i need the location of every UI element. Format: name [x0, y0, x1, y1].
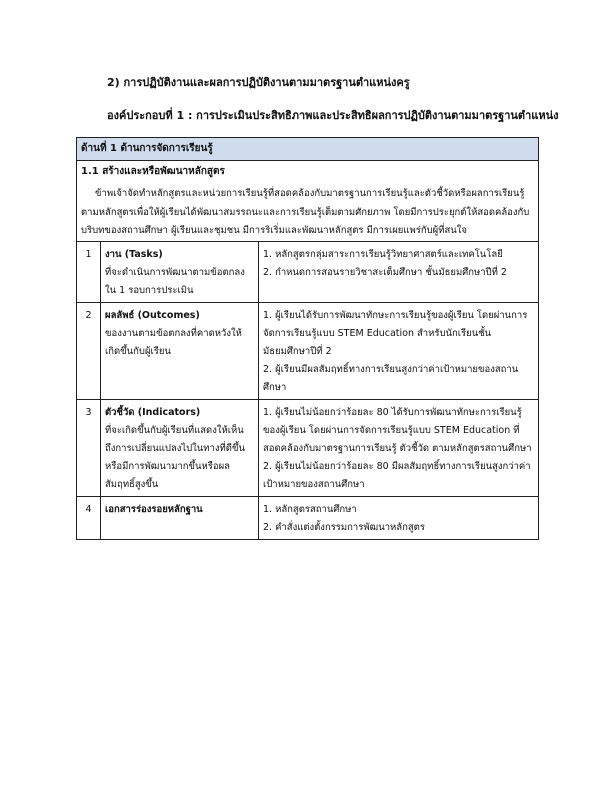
row-title: ตัวชี้วัด (Indicators)	[105, 406, 201, 418]
row-content	[259, 496, 539, 539]
row-number: 2	[77, 302, 101, 399]
table-row	[77, 302, 539, 399]
row-label	[101, 241, 259, 302]
row-description: ที่จะดำเนินการพัฒนาตามข้อตกลงใน 1 รอบการประเมิน	[105, 266, 245, 296]
table-row	[77, 241, 539, 302]
row-content	[259, 302, 539, 399]
row-item: 1. หลักสูตรสถานศึกษา	[263, 503, 357, 515]
row-item: 2. กำหนดการสอนรายวิชาสะเต็มศึกษา ชั้นมัธยมศึกษาปีที่ 2	[263, 266, 507, 278]
row-label	[101, 399, 259, 496]
section-title: ด้านที่ 1 ด้านการจัดการเรียนรู้	[77, 138, 539, 161]
row-item: 2. ผู้เรียนไม่น้อยกว่าร้อยละ 80 มีผลสัมฤทธิ์ทางการเรียนสูงกว่าค่าเป้าหมายของสถานศึกษา	[263, 460, 531, 490]
assessment-table	[76, 137, 539, 540]
row-item: 2. ผู้เรียนมีผลสัมฤทธิ์ทางการเรียนสูงกว่าค่าเป้าหมายของสถานศึกษา	[263, 363, 519, 393]
row-description: ของงานตามข้อตกลงที่คาดหวังให้เกิดขึ้นกับผู้เรียน	[105, 327, 242, 357]
row-label	[101, 302, 259, 399]
row-label	[101, 496, 259, 539]
table-row	[77, 496, 539, 539]
row-title: งาน (Tasks)	[105, 248, 163, 260]
row-description: ที่จะเกิดขึ้นกับผู้เรียนที่แสดงให้เห็นถึงการเปลี่ยนแปลงไปในทางที่ดีขึ้นหรือมีการพัฒนามากขึ้นหรือผลสัมฤทธิ์สูงขึ้น	[105, 424, 245, 490]
row-item: 1. ผู้เรียนได้รับการพัฒนาทักษะการเรียนรู้ของผู้เรียน โดยผ่านการจัดการเรียนรู้แบบ STEM Education สำหรับนักเรียนชั้นมัธยมศึกษาปีที่ 2	[263, 309, 528, 357]
row-item: 1. หลักสูตรกลุ่มสาระการเรียนรู้วิทยาศาสตร์และเทคโนโลยี	[263, 248, 503, 260]
row-title: ผลลัพธ์ (Outcomes)	[105, 309, 200, 321]
row-item: 1. ผู้เรียนไม่น้อยกว่าร้อยละ 80 ได้รับการพัฒนาทักษะการเรียนรู้ของผู้เรียน โดยผ่านการจัดการเรียนรู้แบบ STEM Education ที่สอดคล้องกับมาตรฐานการเรียนรู้ ตัวชี้วัด ตามหลักสูตรสถานศึกษา	[263, 406, 532, 454]
row-content	[259, 241, 539, 302]
intro-paragraph: ข้าพเจ้าจัดทำหลักสูตรและหน่วยการเรียนรู้ที่สอดคล้องกับมาตรฐานการเรียนรู้และตัวชี้วัดหรือผลการเรียนรู้ ตามหลักสูตรเพื่อให้ผู้เรียนได้พัฒนาสมรรถนะและการเรียนรู้เต็มตามศักยภาพ โดยมีการประยุกต์ให้สอดคล้องกับบริบทของสถานศึกษา ผู้เรียนและชุมชน มีการริเริ่มและพัฒนาหลักสูตร มีการเผยแพร่กับผู้ที่สนใจ	[77, 183, 539, 241]
component-heading: องค์ประกอบที่ 1 : การประเมินประสิทธิภาพและประสิทธิผลการปฏิบัติงานตามมาตรฐานตำแหน่ง	[107, 109, 559, 122]
row-number: 1	[77, 241, 101, 302]
subsection-title: 1.1 สร้างและหรือพัฒนาหลักสูตร	[77, 161, 539, 184]
section-heading: 2) การปฏิบัติงานและผลการปฏิบัติงานตามมาตรฐานตำแหน่งครู	[107, 76, 410, 89]
subsection-row	[77, 161, 539, 184]
row-title: เอกสารร่องรอยหลักฐาน	[105, 503, 203, 515]
intro-row	[77, 183, 539, 241]
row-number: 3	[77, 399, 101, 496]
row-number: 4	[77, 496, 101, 539]
row-content	[259, 399, 539, 496]
row-item: 2. คำสั่งแต่งตั้งกรรมการพัฒนาหลักสูตร	[263, 521, 425, 533]
section-header-row	[77, 138, 539, 161]
table-row	[77, 399, 539, 496]
